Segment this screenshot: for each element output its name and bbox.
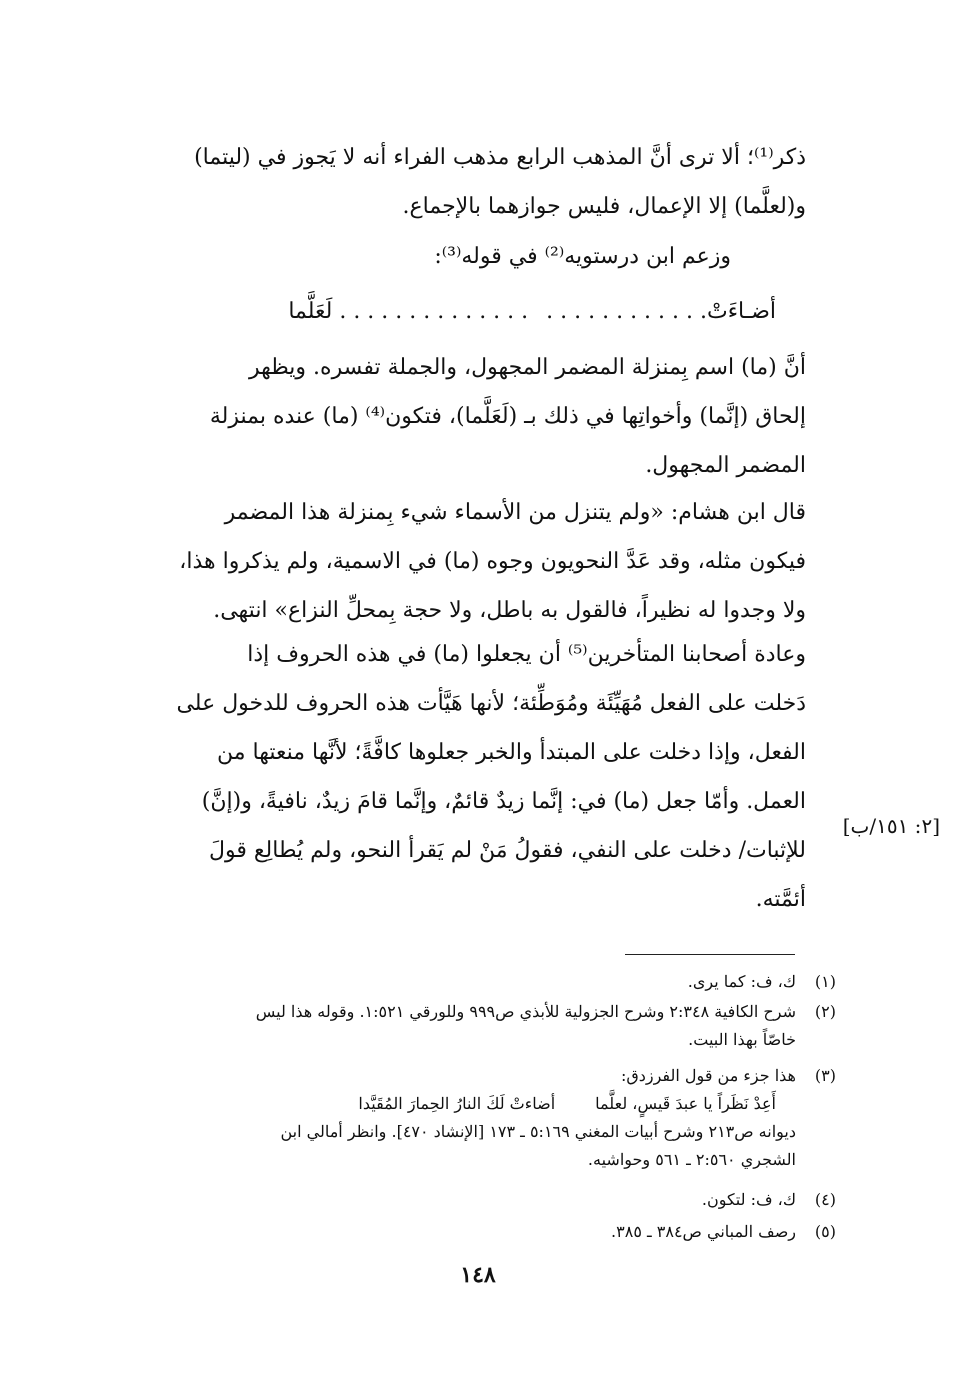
verse-hemistich-left: . . . . . . . . . . . . . . لَعَلَّما <box>288 299 529 324</box>
text-line: المضمر المجهول. <box>645 453 806 478</box>
footnote-2 <box>96 998 836 1054</box>
verse-fragment <box>136 292 776 332</box>
text-line: قال ابن هشام: «ولم يتنزل من الأسماء شيء بِمنزلة هذا المضمر <box>224 500 806 525</box>
text-line: وعادة أصحابنا المتأخرين⁽⁵⁾ أن يجعلوا (ما) في هذه الحروف إذا <box>247 642 806 667</box>
footnote-3 <box>96 1062 836 1174</box>
footnote-number: (٤) <box>814 1190 836 1209</box>
text-line: ولا وجدوا له نظيراً، فالقول به باطل، ولا حجة بِمحلِّ النزاع» انتهى. <box>213 598 806 623</box>
footnote-text: خاصّاً بهذا البيت. <box>688 1030 796 1049</box>
paragraph-2 <box>21 232 731 281</box>
paragraph-1 <box>96 133 806 231</box>
paragraph-5 <box>96 630 806 924</box>
footnote-text: الشجري ٢:٥٦٠ ـ ٥٦١ وحواشيه. <box>587 1150 796 1169</box>
footnote-number: (١) <box>814 972 836 991</box>
text-line: للإثبات/ دخلت على النفي، فقولُ مَنْ لم يَقرأ النحو، ولم يُطالِع قولَ <box>208 838 806 863</box>
text-line: العمل. وأمّا جعل (ما) في: إنَّما زيدٌ قائمٌ، وإنَّما قامَ زيدٌ، نافيةً، و(إنَّ) <box>201 789 806 814</box>
text-line: وزعم ابن درستويه⁽²⁾ في قوله⁽³⁾: <box>434 244 731 269</box>
verse-hemistich-left: أضاءتْ لَكَ النارُ الحِمارَ المُقَيَّدا <box>358 1094 556 1113</box>
text-line: فيكون مثله، وقد عَدَّ النحويون وجوه (ما) في الاسمية، ولم يذكروا هذا، <box>179 549 806 574</box>
text-line: أئمَّته. <box>755 887 806 912</box>
footnote-number: (٢) <box>814 1002 836 1021</box>
text-line: و(لعلَّما) إلا الإعمال، فليس جوازهما بالإجماع. <box>402 194 806 219</box>
paragraph-3 <box>96 343 806 490</box>
manuscript-folio-reference: [٢: ١٥١/ب] <box>842 814 940 838</box>
footnote-separator <box>625 954 795 955</box>
text-line: أنَّ (ما) اسم بِمنزلة المضمر المجهول، والجملة تفسره. ويظهر <box>248 355 806 380</box>
footnote-text: ك، ف: لتكون. <box>701 1190 796 1209</box>
verse-hemistich-right: أضـاءَتْ. . . . . . . . . . . . <box>546 299 776 324</box>
text-line: إلحاق (إنَّما) وأخواتِها في ذلك بـ (لَعَلَّما)، فتكون⁽⁴⁾ (ما) عنده بمنزلة <box>209 404 806 429</box>
paragraph-4 <box>96 488 806 635</box>
footnote-number: (٣) <box>814 1066 836 1085</box>
footnote-verse <box>96 1090 796 1118</box>
footnote-text: ك، ف: كما يرى. <box>687 972 796 991</box>
verse-hemistich-right: أَعِدْ نَظَراً يا عبدَ قَيسٍ، لعلَّما <box>595 1094 776 1113</box>
footnote-number: (٥) <box>814 1222 836 1241</box>
text-line: ذكر⁽¹⁾؛ ألا ترى أنَّ المذهب الرابع مذهب الفراء أنه لا يَجوز في (ليتما) <box>194 145 806 170</box>
footnote-text: هذا جزء من قول الفرزدق: <box>620 1066 796 1085</box>
footnote-1 <box>96 968 836 996</box>
text-line: دَخلت على الفعل مُهَيِّئَة ومُوَطِّئة؛ لأنها هَيَّأت هذه الحروف للدخول على <box>176 691 806 716</box>
page-number: ١٤٨ <box>460 1262 496 1288</box>
footnote-text: شرح الكافية ٢:٣٤٨ وشرح الجزولية للأبذي ص٩٩٩ وللورقي ١:٥٢١. وقوله هذا ليس <box>255 1002 796 1021</box>
footnote-text: ديوانه ص٢١٣ وشرح أبيات المغني ٥:١٦٩ ـ ١٧٣ [الإنشاد ٤٧٠]. وانظر أمالي ابن <box>280 1122 796 1141</box>
footnote-4 <box>96 1186 836 1214</box>
text-line: الفعل، وإذا دخلت على المبتدأ والخبر جعلوها كافَّةً؛ لأنَّها منعتها من <box>216 740 806 765</box>
footnote-5 <box>96 1218 836 1246</box>
footnote-text: رصف المباني ص٣٨٤ ـ ٣٨٥. <box>611 1222 796 1241</box>
